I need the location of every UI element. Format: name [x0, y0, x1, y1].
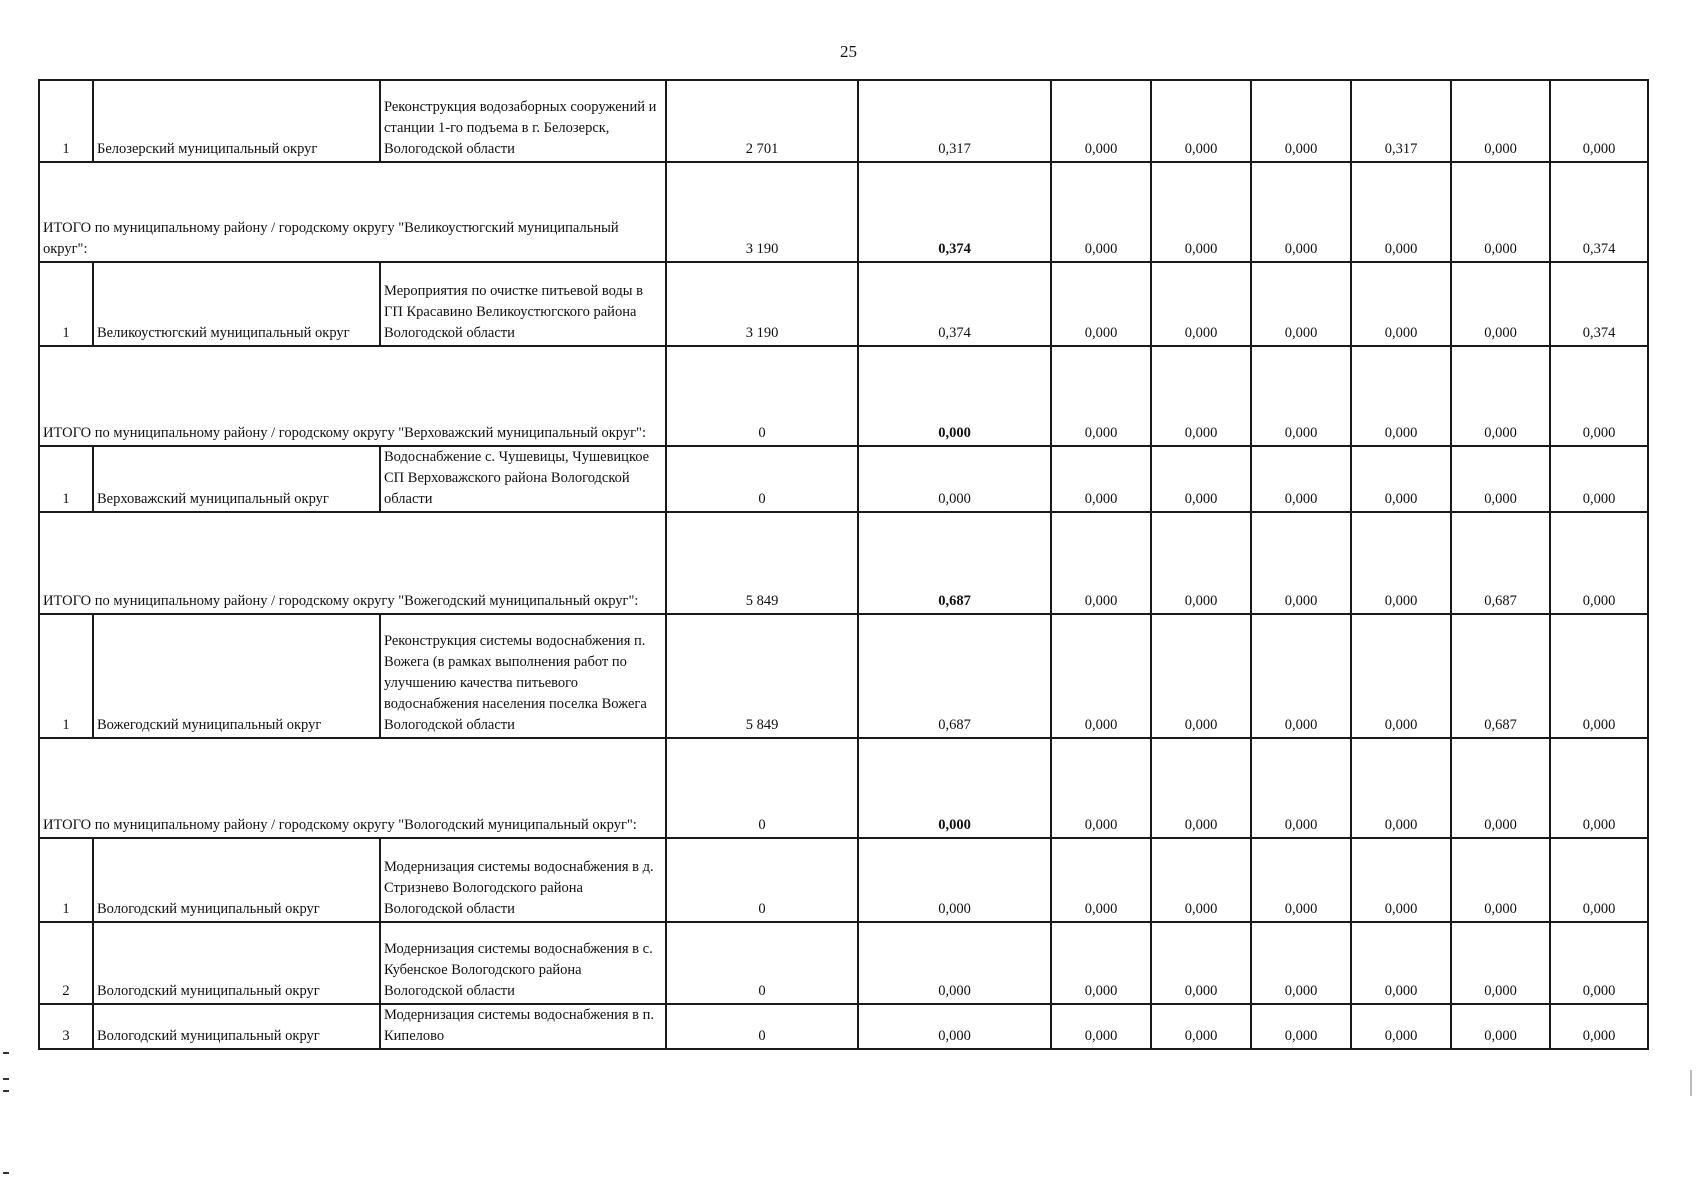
total-c1: 0 — [666, 346, 858, 446]
page-number: 25 — [840, 42, 857, 61]
value-c5: 0,000 — [1251, 922, 1351, 1004]
municipality-name: Вологодский муниципальный округ — [93, 1004, 380, 1049]
total-c8: 0,000 — [1550, 346, 1648, 446]
table-row — [39, 1004, 1648, 1049]
total-c8: 0,000 — [1550, 512, 1648, 614]
row-number: 1 — [39, 838, 93, 922]
value-c1: 0 — [666, 1004, 858, 1049]
value-c2: 0,000 — [858, 446, 1051, 512]
value-c4: 0,000 — [1151, 80, 1251, 162]
value-c6: 0,000 — [1351, 922, 1451, 1004]
scan-mark — [3, 1052, 9, 1054]
value-c8: 0,000 — [1550, 922, 1648, 1004]
project-description: Модернизация системы водоснабжения в п. Кипелово — [380, 1004, 666, 1049]
total-c1: 3 190 — [666, 162, 858, 262]
total-c6: 0,000 — [1351, 346, 1451, 446]
total-c5: 0,000 — [1251, 738, 1351, 838]
total-c8: 0,000 — [1550, 738, 1648, 838]
total-c1: 5 849 — [666, 512, 858, 614]
total-label: ИТОГО по муниципальному району / городскому округу "Великоустюгский муниципальный округ": — [39, 162, 666, 262]
value-c6: 0,000 — [1351, 614, 1451, 738]
total-c3: 0,000 — [1051, 738, 1151, 838]
value-c6: 0,000 — [1351, 262, 1451, 346]
total-c8: 0,374 — [1550, 162, 1648, 262]
table-body — [39, 80, 1648, 1049]
table-row — [39, 614, 1648, 738]
value-c5: 0,000 — [1251, 80, 1351, 162]
total-label: ИТОГО по муниципальному району / городскому округу "Вожегодский муниципальный округ": — [39, 512, 666, 614]
row-number: 1 — [39, 80, 93, 162]
value-c2: 0,374 — [858, 262, 1051, 346]
table-row — [39, 80, 1648, 162]
value-c5: 0,000 — [1251, 1004, 1351, 1049]
project-description: Реконструкция системы водоснабжения п. Вожега (в рамках выполнения работ по улучшению качества питьевого водоснабжения населения поселка Вожега Вологодской области — [380, 614, 666, 738]
value-c2: 0,000 — [858, 922, 1051, 1004]
value-c1: 3 190 — [666, 262, 858, 346]
value-c3: 0,000 — [1051, 262, 1151, 346]
total-c3: 0,000 — [1051, 512, 1151, 614]
value-c4: 0,000 — [1151, 1004, 1251, 1049]
total-c5: 0,000 — [1251, 512, 1351, 614]
value-c6: 0,317 — [1351, 80, 1451, 162]
value-c4: 0,000 — [1151, 446, 1251, 512]
total-row — [39, 738, 1648, 838]
total-label: ИТОГО по муниципальному району / городскому округу "Вологодский муниципальный округ": — [39, 738, 666, 838]
value-c2: 0,000 — [858, 1004, 1051, 1049]
total-c2: 0,000 — [858, 738, 1051, 838]
value-c1: 0 — [666, 922, 858, 1004]
value-c6: 0,000 — [1351, 446, 1451, 512]
value-c3: 0,000 — [1051, 1004, 1151, 1049]
municipality-name: Верховажский муниципальный округ — [93, 446, 380, 512]
total-c6: 0,000 — [1351, 162, 1451, 262]
value-c6: 0,000 — [1351, 1004, 1451, 1049]
project-description: Мероприятия по очистке питьевой воды в ГП Красавино Великоустюгского района Вологодской области — [380, 262, 666, 346]
row-number: 3 — [39, 1004, 93, 1049]
value-c5: 0,000 — [1251, 614, 1351, 738]
value-c3: 0,000 — [1051, 446, 1151, 512]
value-c8: 0,000 — [1550, 614, 1648, 738]
value-c3: 0,000 — [1051, 838, 1151, 922]
total-c4: 0,000 — [1151, 346, 1251, 446]
budget-table — [38, 79, 1649, 1050]
total-c7: 0,000 — [1451, 738, 1550, 838]
table-row — [39, 838, 1648, 922]
total-c5: 0,000 — [1251, 346, 1351, 446]
total-c6: 0,000 — [1351, 738, 1451, 838]
value-c4: 0,000 — [1151, 614, 1251, 738]
total-c7: 0,000 — [1451, 346, 1550, 446]
value-c1: 0 — [666, 446, 858, 512]
value-c2: 0,687 — [858, 614, 1051, 738]
total-label: ИТОГО по муниципальному району / городскому округу "Верховажский муниципальный округ": — [39, 346, 666, 446]
municipality-name: Вожегодский муниципальный округ — [93, 614, 380, 738]
municipality-name: Великоустюгский муниципальный округ — [93, 262, 380, 346]
value-c1: 5 849 — [666, 614, 858, 738]
total-c4: 0,000 — [1151, 738, 1251, 838]
row-number: 2 — [39, 922, 93, 1004]
value-c8: 0,000 — [1550, 838, 1648, 922]
project-description: Модернизация системы водоснабжения в с. Кубенское Вологодского района Вологодской области — [380, 922, 666, 1004]
total-c5: 0,000 — [1251, 162, 1351, 262]
value-c2: 0,000 — [858, 838, 1051, 922]
total-c1: 0 — [666, 738, 858, 838]
value-c2: 0,317 — [858, 80, 1051, 162]
municipality-name: Вологодский муниципальный округ — [93, 922, 380, 1004]
municipality-name: Вологодский муниципальный округ — [93, 838, 380, 922]
value-c7: 0,687 — [1451, 614, 1550, 738]
value-c8: 0,000 — [1550, 446, 1648, 512]
total-row — [39, 512, 1648, 614]
value-c8: 0,000 — [1550, 1004, 1648, 1049]
value-c8: 0,374 — [1550, 262, 1648, 346]
value-c3: 0,000 — [1051, 614, 1151, 738]
total-c2: 0,374 — [858, 162, 1051, 262]
value-c7: 0,000 — [1451, 446, 1550, 512]
value-c4: 0,000 — [1151, 838, 1251, 922]
value-c7: 0,000 — [1451, 838, 1550, 922]
value-c7: 0,000 — [1451, 1004, 1550, 1049]
total-c3: 0,000 — [1051, 162, 1151, 262]
value-c7: 0,000 — [1451, 80, 1550, 162]
value-c1: 2 701 — [666, 80, 858, 162]
table-row — [39, 446, 1648, 512]
value-c5: 0,000 — [1251, 262, 1351, 346]
value-c3: 0,000 — [1051, 80, 1151, 162]
value-c3: 0,000 — [1051, 922, 1151, 1004]
scan-mark — [3, 1078, 9, 1080]
row-number: 1 — [39, 446, 93, 512]
value-c4: 0,000 — [1151, 262, 1251, 346]
value-c5: 0,000 — [1251, 446, 1351, 512]
table-row — [39, 262, 1648, 346]
total-c3: 0,000 — [1051, 346, 1151, 446]
value-c1: 0 — [666, 838, 858, 922]
value-c7: 0,000 — [1451, 262, 1550, 346]
total-c4: 0,000 — [1151, 512, 1251, 614]
table-row — [39, 922, 1648, 1004]
row-number: 1 — [39, 262, 93, 346]
total-c2: 0,687 — [858, 512, 1051, 614]
scan-mark — [3, 1172, 9, 1174]
value-c6: 0,000 — [1351, 838, 1451, 922]
value-c4: 0,000 — [1151, 922, 1251, 1004]
total-c7: 0,000 — [1451, 162, 1550, 262]
value-c5: 0,000 — [1251, 838, 1351, 922]
project-description: Реконструкция водозаборных сооружений и станции 1-го подъема в г. Белозерск, Вологодской области — [380, 80, 666, 162]
total-c6: 0,000 — [1351, 512, 1451, 614]
row-number: 1 — [39, 614, 93, 738]
total-c4: 0,000 — [1151, 162, 1251, 262]
total-row — [39, 162, 1648, 262]
scan-mark — [3, 1090, 9, 1092]
value-c7: 0,000 — [1451, 922, 1550, 1004]
total-c2: 0,000 — [858, 346, 1051, 446]
value-c8: 0,000 — [1550, 80, 1648, 162]
scan-mark — [1690, 1070, 1692, 1096]
municipality-name: Белозерский муниципальный округ — [93, 80, 380, 162]
project-description: Водоснабжение с. Чушевицы, Чушевицкое СП Верховажского района Вологодской области — [380, 446, 666, 512]
total-row — [39, 346, 1648, 446]
project-description: Модернизация системы водоснабжения в д. Стризнево Вологодского района Вологодской области — [380, 838, 666, 922]
total-c7: 0,687 — [1451, 512, 1550, 614]
